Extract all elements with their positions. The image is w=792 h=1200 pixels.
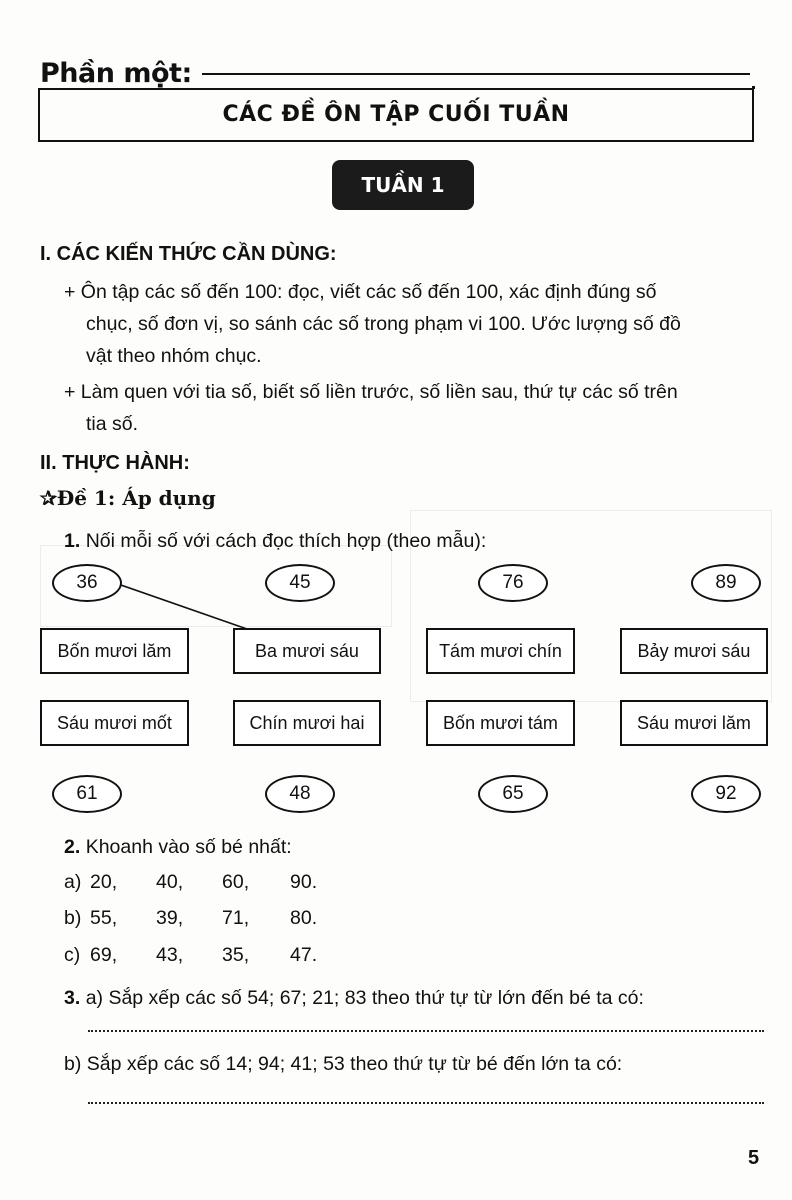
choice-number[interactable]: 60, [222,871,250,893]
section-heading-knowledge: I. CÁC KIẾN THỨC CẦN DÙNG: [40,243,337,265]
number-oval[interactable]: 48 [265,775,335,813]
bullet-text: + Ôn tập các số đến 100: đọc, viết các số đến 100, xác định đúng số [64,281,657,303]
reading-box[interactable]: Ba mươi sáu [233,628,381,674]
reading-box[interactable]: Bốn mươi lăm [40,628,189,674]
choice-number[interactable]: 43, [156,944,184,966]
answer-line-b[interactable] [88,1102,764,1104]
choice-number[interactable]: 35, [222,944,250,966]
reading-box[interactable]: Bốn mươi tám [426,700,575,746]
reading-box[interactable]: Tám mươi chín [426,628,575,674]
reading-box[interactable]: Bảy mươi sáu [620,628,768,674]
number-row-b [64,903,364,935]
choice-number[interactable]: 69, [90,944,118,966]
page-title: CÁC ĐỀ ÔN TẬP CUỐI TUẦN [222,102,570,127]
number-oval[interactable]: 36 [52,564,122,602]
number-oval[interactable]: 89 [691,564,761,602]
section-heading-practice: II. THỰC HÀNH: [40,452,190,474]
question-text-a: a) Sắp xếp các số 54; 67; 21; 83 theo thứ tự từ lớn đến bé ta có: [85,987,644,1009]
row-label: b) [64,907,82,929]
page-number: 5 [748,1147,760,1169]
answer-line-a[interactable] [88,1030,764,1032]
part-label: Phần một: [40,58,192,89]
number-oval[interactable]: 45 [265,564,335,602]
number-oval[interactable]: 92 [691,775,761,813]
choice-number[interactable]: 71, [222,907,250,929]
week-badge: TUẦN 1 [332,160,474,210]
number-row-c [64,940,364,972]
choice-number[interactable]: 47. [290,944,318,966]
reading-box[interactable]: Sáu mươi mốt [40,700,189,746]
test-title-text: Đề 1: Áp dụng [56,486,216,510]
row-label: a) [64,871,82,893]
choice-number[interactable]: 55, [90,907,118,929]
star-icon: ✰ [40,486,57,510]
question-3 [64,983,644,1014]
bullet-text: + Làm quen với tia số, biết số liền trước, số liền sau, thứ tự các số trên [64,381,678,403]
bullet-text: chục, số đơn vị, so sánh các số trong phạm vi 100. Ước lượng số đồ [86,313,681,335]
question-number: 1. [64,530,81,552]
reading-box[interactable]: Chín mươi hai [233,700,381,746]
row-label: c) [64,944,81,966]
number-oval[interactable]: 65 [478,775,548,813]
number-oval[interactable]: 61 [52,775,122,813]
question-number: 2. [64,836,81,858]
question-text-b: b) Sắp xếp các số 14; 94; 41; 53 theo thứ tự từ bé đến lớn ta có: [64,1053,623,1075]
question-number: 3. [64,987,81,1009]
question-text: Nối mỗi số với cách đọc thích hợp (theo mẫu): [85,530,487,552]
number-oval[interactable]: 76 [478,564,548,602]
question-2 [64,832,292,863]
choice-number[interactable]: 80. [290,907,318,929]
bullet-text: vật theo nhóm chục. [86,345,262,367]
number-row-a [64,867,364,899]
reading-box[interactable]: Sáu mươi lăm [620,700,768,746]
choice-number[interactable]: 90. [290,871,318,893]
matching-line-example [118,584,247,629]
choice-number[interactable]: 40, [156,871,184,893]
bullet-text: tia số. [86,413,139,435]
choice-number[interactable]: 20, [90,871,118,893]
choice-number[interactable]: 39, [156,907,184,929]
question-text: Khoanh vào số bé nhất: [85,836,292,858]
